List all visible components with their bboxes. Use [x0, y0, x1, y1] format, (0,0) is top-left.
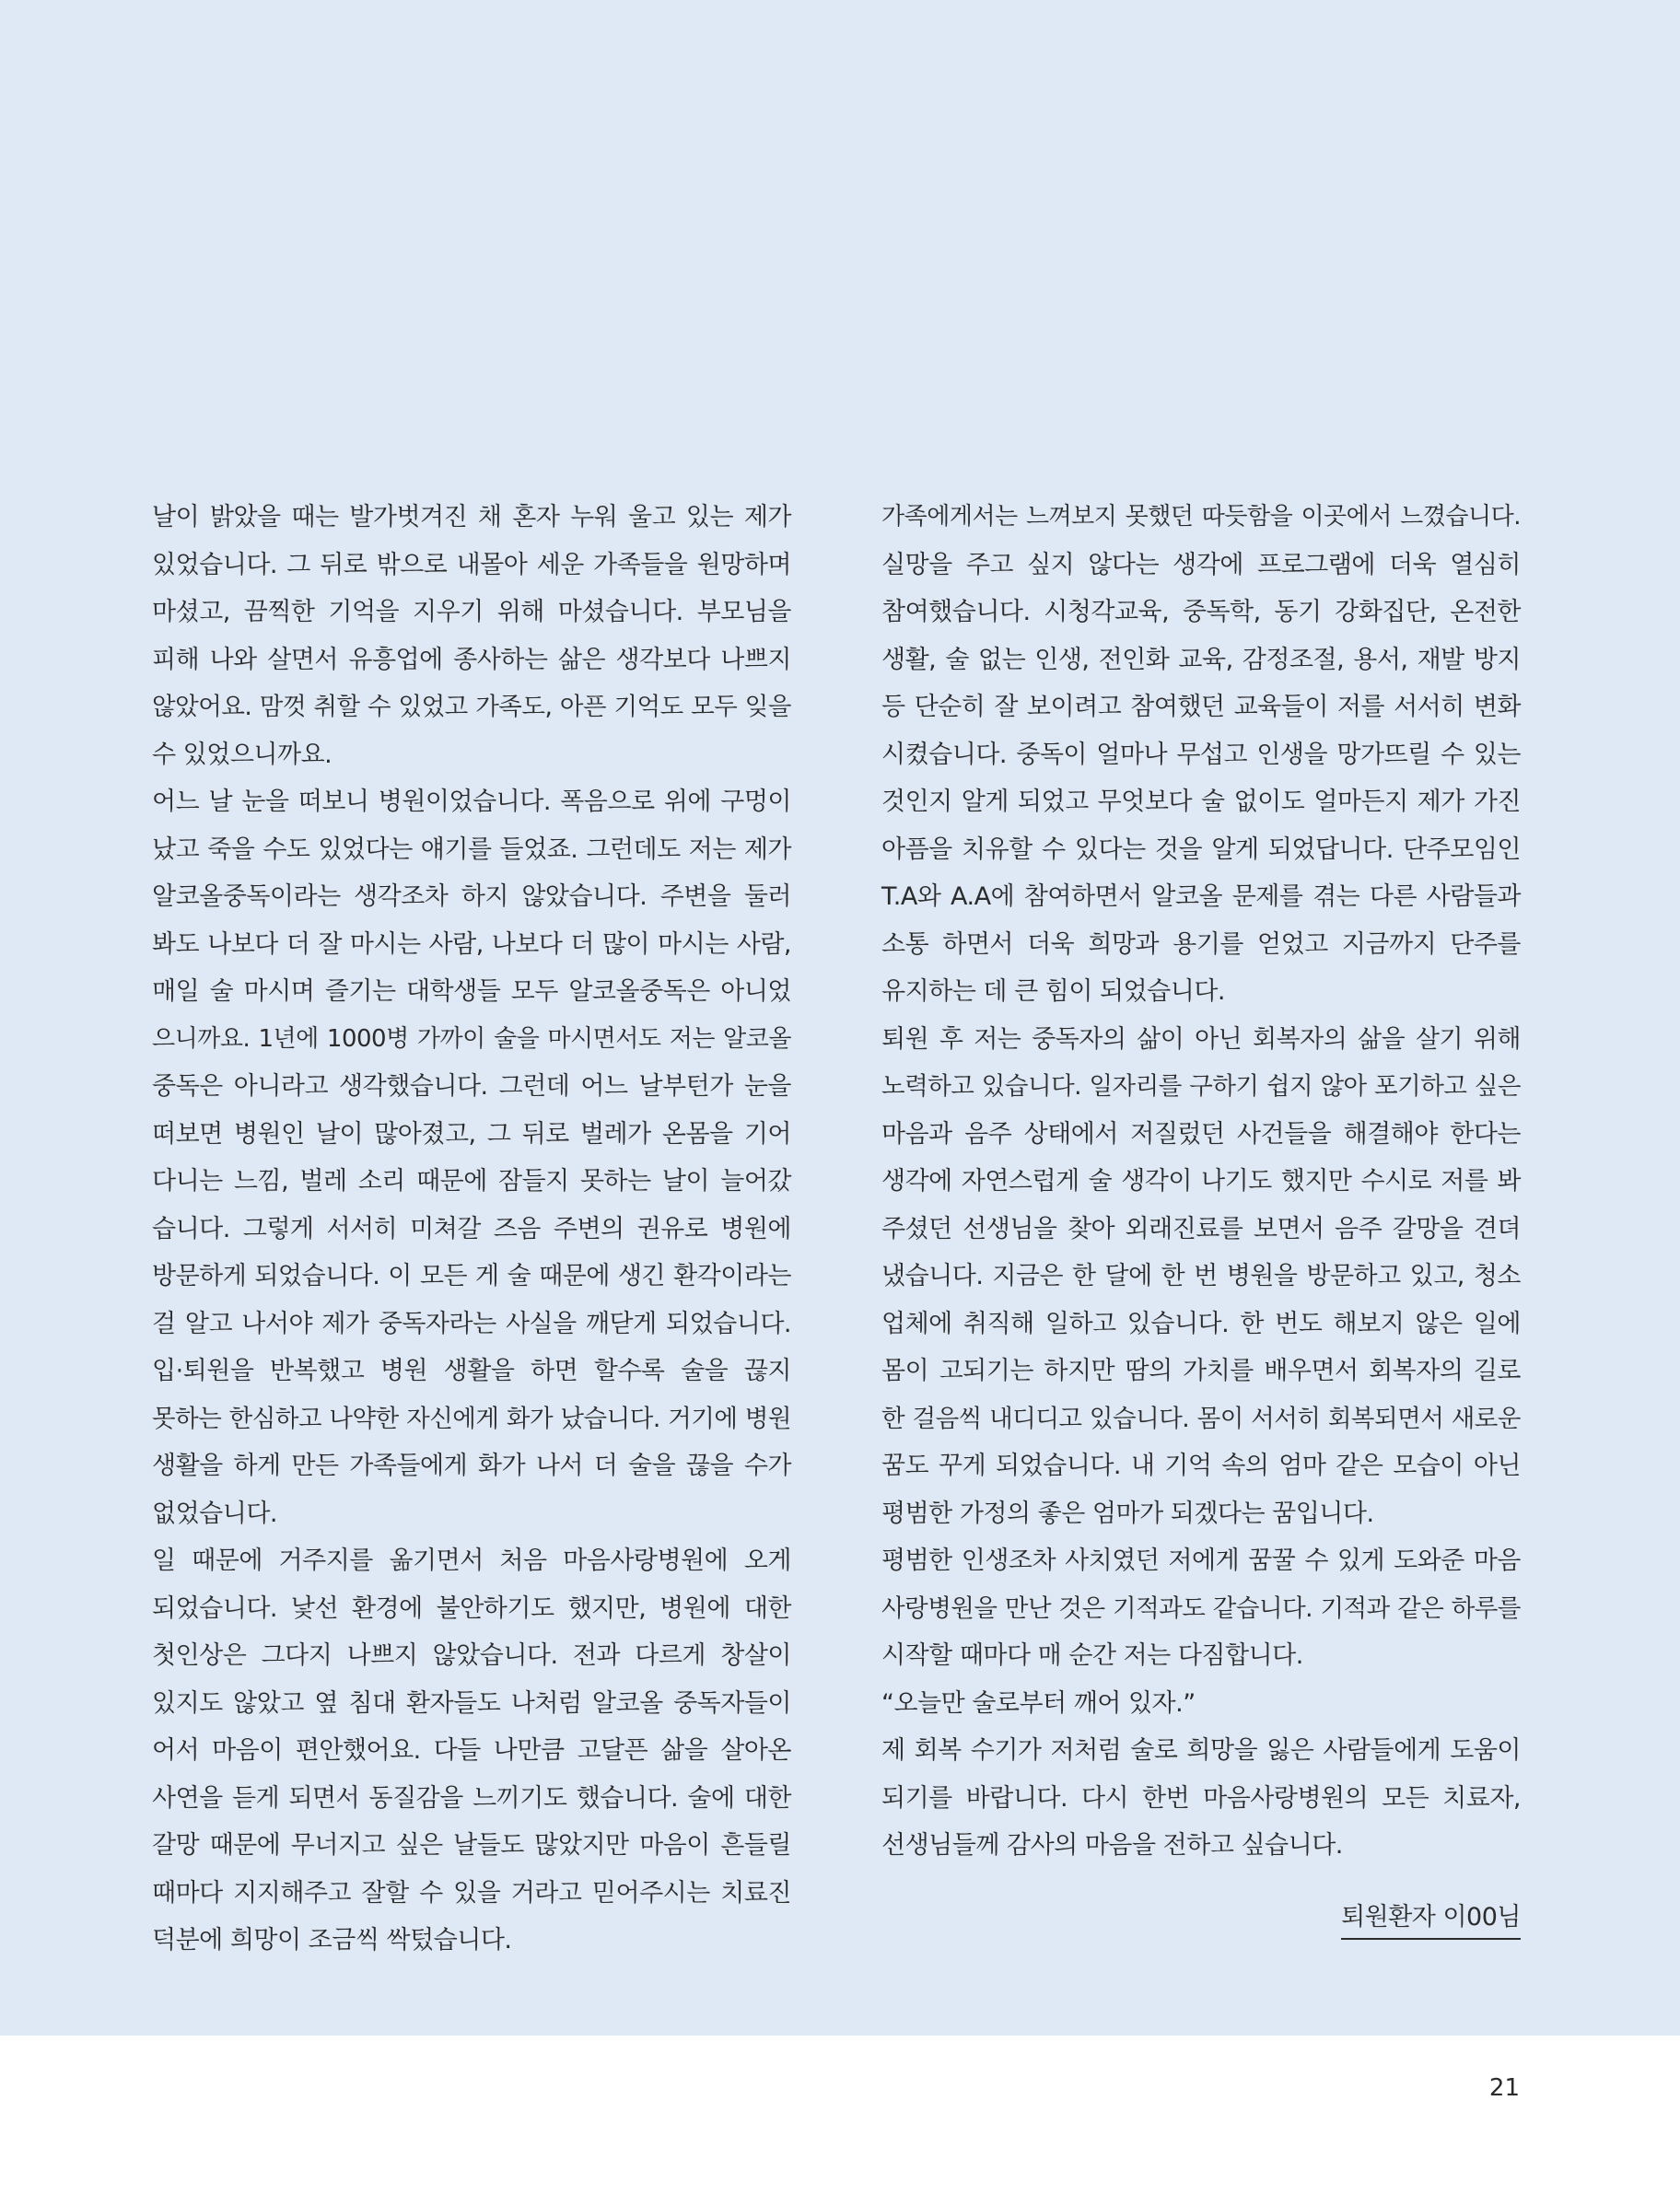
- text-line: “오늘만 술로부터 깨어 있자.”: [881, 1688, 1196, 1718]
- signature-block: [881, 1899, 1521, 1940]
- text-line: 한 걸음씩 내디디고 있습니다. 몸이 서서히 회복되면서 새로운: [881, 1404, 1521, 1433]
- text-line: 몸이 고되기는 하지만 땀의 가치를 배우면서 회복자의 길로: [881, 1357, 1521, 1385]
- text-line: 봐도 나보다 더 잘 마시는 사람, 나보다 더 많이 마시는 사람,: [152, 929, 791, 959]
- text-line: 떠보면 병원인 날이 많아졌고, 그 뒤로 벌레가 온몸을 기어: [152, 1119, 791, 1149]
- text-line: 실망을 주고 싶지 않다는 생각에 프로그램에 더욱 열심히: [881, 550, 1521, 579]
- text-line: 노력하고 있습니다. 일자리를 구하기 쉽지 않아 포기하고 싶은: [881, 1072, 1521, 1101]
- text-line: 사연을 듣게 되면서 동질감을 느끼기도 했습니다. 술에 대한: [152, 1783, 791, 1813]
- text-line: 습니다. 그렇게 서서히 미쳐갈 즈음 주변의 권유로 병원에: [152, 1214, 791, 1243]
- text-line: 있었습니다. 그 뒤로 밖으로 내몰아 세운 가족들을 원망하며: [152, 550, 791, 579]
- text-line: 있지도 않았고 옆 침대 환자들도 나처럼 알코올 중독자들이: [152, 1688, 791, 1718]
- text-line: 생활, 술 없는 인생, 전인화 교육, 감정조절, 용서, 재발 방지: [881, 645, 1521, 674]
- text-line: 으니까요. 1년에 1000병 가까이 술을 마시면서도 저는 알코올: [152, 1024, 791, 1053]
- text-line: 되기를 바랍니다. 다시 한번 마음사랑병원의 모든 치료자,: [881, 1783, 1521, 1813]
- text-line: 퇴원 후 저는 중독자의 삶이 아닌 회복자의 삶을 살기 위해: [881, 1024, 1521, 1054]
- text-line: 수 있었으니까요.: [152, 740, 332, 769]
- text-line: 첫인상은 그다지 나쁘지 않았습니다. 전과 다르게 창살이: [152, 1641, 791, 1670]
- article-right-column: [881, 494, 1521, 1870]
- text-line: 소통 하면서 더욱 희망과 용기를 얻었고 지금까지 단주를: [881, 929, 1521, 959]
- text-line: T.A와 A.A에 참여하면서 알코올 문제를 겪는 다른 사람들과: [881, 882, 1521, 911]
- text-line: 등 단순히 잘 보이려고 참여했던 교육들이 저를 서서히 변화: [881, 693, 1521, 721]
- text-line: 중독은 아니라고 생각했습니다. 그런데 어느 날부턴가 눈을: [152, 1072, 791, 1101]
- text-line: 어느 날 눈을 떠보니 병원이었습니다. 폭음으로 위에 구멍이: [152, 788, 791, 816]
- text-line: 시켰습니다. 중독이 얼마나 무섭고 인생을 망가뜨릴 수 있는: [881, 740, 1521, 769]
- text-line: 없었습니다.: [152, 1499, 277, 1528]
- text-line: 못하는 한심하고 나약한 자신에게 화가 났습니다. 거기에 병원: [152, 1404, 791, 1433]
- text-line: 업체에 취직해 일하고 있습니다. 한 번도 해보지 않은 일에: [881, 1309, 1521, 1338]
- text-line: 시작할 때마다 매 순간 저는 다짐합니다.: [881, 1641, 1303, 1670]
- text-line: 평범한 인생조차 사치였던 저에게 꿈꿀 수 있게 도와준 마음: [881, 1546, 1521, 1575]
- text-line: 제 회복 수기가 저처럼 술로 희망을 잃은 사람들에게 도움이: [881, 1736, 1521, 1765]
- text-line: 날이 밝았을 때는 발가벗겨진 채 혼자 누워 울고 있는 제가: [152, 503, 791, 531]
- text-line: 유지하는 데 큰 힘이 되었습니다.: [881, 977, 1225, 1006]
- text-line: 덕분에 희망이 조금씩 싹텄습니다.: [152, 1926, 512, 1955]
- page-number: 21: [1488, 2074, 1520, 2102]
- text-line: 마음과 음주 상태에서 저질렀던 사건들을 해결해야 한다는: [881, 1119, 1521, 1149]
- author-signature: 퇴원환자 이00님: [1341, 1899, 1521, 1940]
- text-line: 냈습니다. 지금은 한 달에 한 번 병원을 방문하고 있고, 청소: [881, 1262, 1521, 1290]
- article-left-column: [152, 494, 791, 1965]
- text-line: 선생님들께 감사의 마음을 전하고 싶습니다.: [881, 1831, 1343, 1860]
- text-line: 갈망 때문에 무너지고 싶은 날들도 많았지만 마음이 흔들릴: [152, 1831, 791, 1860]
- text-line: 다니는 느낌, 벌레 소리 때문에 잠들지 못하는 날이 늘어갔: [152, 1167, 791, 1196]
- text-line: 마셨고, 끔찍한 기억을 지우기 위해 마셨습니다. 부모님을: [152, 598, 791, 626]
- text-line: 일 때문에 거주지를 옮기면서 처음 마음사랑병원에 오게: [152, 1546, 791, 1575]
- text-line: 알코올중독이라는 생각조차 하지 않았습니다. 주변을 둘러: [152, 882, 791, 911]
- text-line: 주셨던 선생님을 찾아 외래진료를 보면서 음주 갈망을 견뎌: [881, 1214, 1521, 1243]
- text-line: 평범한 가정의 좋은 엄마가 되겠다는 꿈입니다.: [881, 1499, 1374, 1528]
- text-line: 꿈도 꾸게 되었습니다. 내 기억 속의 엄마 같은 모습이 아닌: [881, 1452, 1521, 1480]
- text-line: 되었습니다. 낯선 환경에 불안하기도 했지만, 병원에 대한: [152, 1593, 791, 1623]
- text-line: 않았어요. 맘껏 취할 수 있었고 가족도, 아픈 기억도 모두 잊을: [152, 693, 791, 721]
- text-line: 아픔을 치유할 수 있다는 것을 알게 되었답니다. 단주모임인: [881, 834, 1521, 864]
- text-line: 것인지 알게 되었고 무엇보다 술 없이도 얼마든지 제가 가진: [881, 788, 1521, 816]
- text-line: 가족에게서는 느껴보지 못했던 따듯함을 이곳에서 느꼈습니다.: [881, 503, 1521, 531]
- text-line: 걸 알고 나서야 제가 중독자라는 사실을 깨닫게 되었습니다.: [152, 1309, 791, 1338]
- text-line: 어서 마음이 편안했어요. 다들 나만큼 고달픈 삶을 살아온: [152, 1736, 791, 1765]
- text-line: 방문하게 되었습니다. 이 모든 게 술 때문에 생긴 환각이라는: [152, 1262, 791, 1290]
- text-line: 때마다 지지해주고 잘할 수 있을 거라고 믿어주시는 치료진: [152, 1878, 791, 1908]
- text-line: 났고 죽을 수도 있었다는 얘기를 들었죠. 그런데도 저는 제가: [152, 834, 791, 864]
- text-line: 피해 나와 살면서 유흥업에 종사하는 삶은 생각보다 나쁘지: [152, 645, 791, 674]
- text-line: 입·퇴원을 반복했고 병원 생활을 하면 할수록 술을 끊지: [152, 1357, 791, 1385]
- text-line: 매일 술 마시며 즐기는 대학생들 모두 알코올중독은 아니었: [152, 977, 791, 1006]
- text-line: 생활을 하게 만든 가족들에게 화가 나서 더 술을 끊을 수가: [152, 1452, 791, 1480]
- text-line: 생각에 자연스럽게 술 생각이 나기도 했지만 수시로 저를 봐: [881, 1167, 1521, 1196]
- text-line: 사랑병원을 만난 것은 기적과도 같습니다. 기적과 같은 하루를: [881, 1593, 1521, 1623]
- text-line: 참여했습니다. 시청각교육, 중독학, 동기 강화집단, 온전한: [881, 598, 1521, 626]
